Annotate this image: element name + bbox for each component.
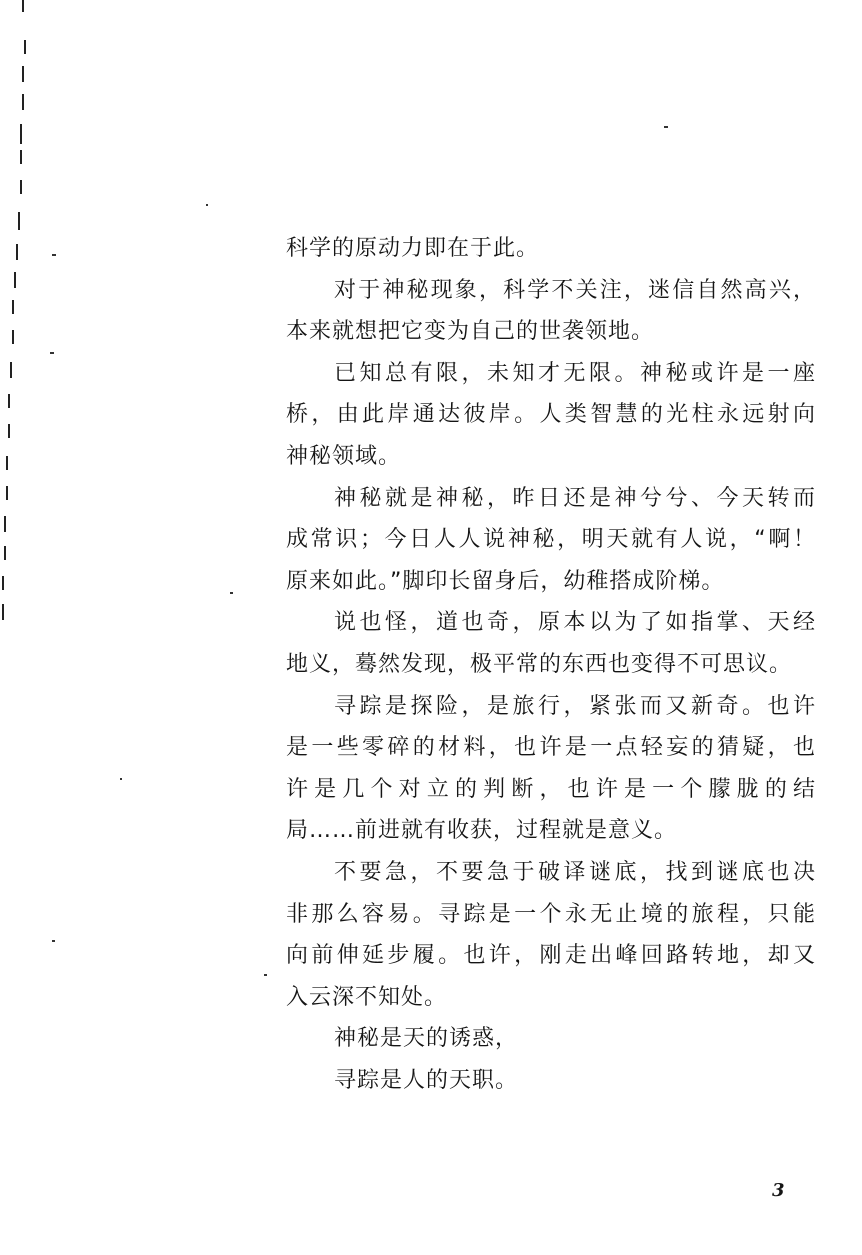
text-line: 入云深不知处。 <box>286 984 448 1010</box>
text-line: 原来如此。”脚印长留身后，幼稚搭成阶梯。 <box>286 568 725 594</box>
binding-margin-marks <box>0 0 40 640</box>
text-line: 是一些零碎的材料，也许是一点轻妄的猜疑，也 <box>286 735 816 761</box>
body-text <box>286 228 816 1101</box>
text-line: 说也怪，道也奇，原本以为了如指掌、天经 <box>334 610 816 636</box>
text-line: 地义，蓦然发现，极平常的东西也变得不可思议。 <box>286 651 793 677</box>
text-line: 许是几个对立的判断，也许是一个朦胧的结 <box>286 776 816 802</box>
text-line: 神秘是天的诱惑， <box>334 1026 519 1052</box>
text-line: 不要急，不要急于破译谜底，找到谜底也决 <box>334 859 816 885</box>
text-line: 神秘就是神秘，昨日还是神兮兮、今天转而 <box>334 485 816 511</box>
text-line: 非那么容易。寻踪是一个永无止境的旅程，只能 <box>286 901 816 927</box>
text-line: 神秘领域。 <box>286 443 402 469</box>
text-line: 成常识；今日人人说神秘，明天就有人说，“啊！ <box>286 527 816 553</box>
text-line: 科学的原动力即在于此。 <box>286 236 540 261</box>
text-line: 向前伸延步履。也许，刚走出峰回路转地，却又 <box>286 943 816 969</box>
text-line: 寻踪是人的天职。 <box>334 1067 519 1093</box>
text-line: 本来就想把它变为自己的世袭领地。 <box>286 319 655 345</box>
text-line: 已知总有限，未知才无限。神秘或许是一座 <box>334 360 816 386</box>
text-line: 寻踪是探险，是旅行，紧张而又新奇。也许 <box>334 693 816 719</box>
page-number: 3 <box>772 1180 785 1201</box>
text-line: 对于神秘现象，科学不关注，迷信自然高兴， <box>334 277 816 303</box>
text-line: 局……前进就有收获，过程就是意义。 <box>286 818 678 844</box>
text-line: 桥，由此岸通达彼岸。人类智慧的光柱永远射向 <box>286 402 816 428</box>
